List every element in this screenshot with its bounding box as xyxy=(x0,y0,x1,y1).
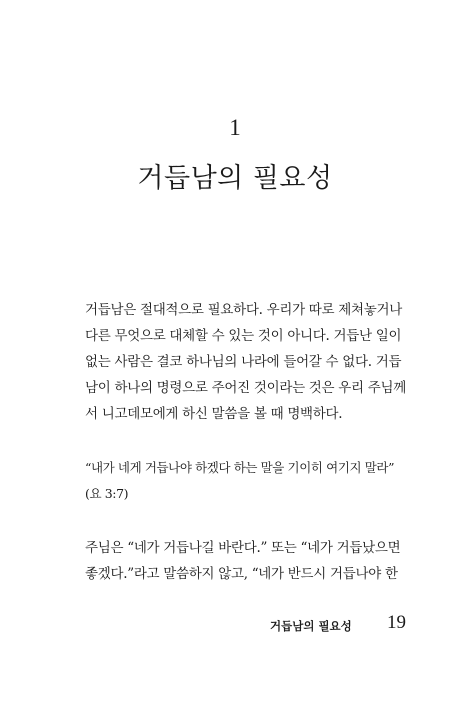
body-line: 없는 사람은 결코 하나님의 나라에 들어갈 수 없다. 거듭 xyxy=(85,354,402,370)
scripture-quote xyxy=(85,455,395,507)
quote-line: “내가 네게 거듭나야 하겠다 하는 말을 기이히 여기지 말라” xyxy=(85,460,395,475)
body-line: 남이 하나의 명령으로 주어진 것이라는 것은 우리 주님께 xyxy=(85,380,406,396)
page-footer xyxy=(270,612,410,642)
body-line: 서 니고데모에게 하신 말씀을 볼 때 명백하다. xyxy=(85,406,343,422)
quote-reference: (요 3:7) xyxy=(85,486,129,501)
body-line: 거듭남은 절대적으로 필요하다. 우리가 따로 제쳐놓거나 xyxy=(85,302,402,318)
running-head: 거듭남의 필요성 xyxy=(270,619,352,633)
body-line: 주님은 “네가 거듭나길 바란다.” 또는 “네가 거듭났으면 xyxy=(85,540,401,556)
page-number: 19 xyxy=(387,612,406,633)
chapter-number: 1 xyxy=(229,115,241,140)
chapter-title: 거듭남의 필요성 xyxy=(137,163,333,194)
body-paragraph-1 xyxy=(85,297,406,427)
body-line: 다른 무엇으로 대체할 수 있는 것이 아니다. 거듭난 일이 xyxy=(85,328,402,344)
body-paragraph-2 xyxy=(85,535,401,587)
body-line: 좋겠다.”라고 말씀하지 않고, “네가 반드시 거듭나야 한 xyxy=(85,566,398,582)
